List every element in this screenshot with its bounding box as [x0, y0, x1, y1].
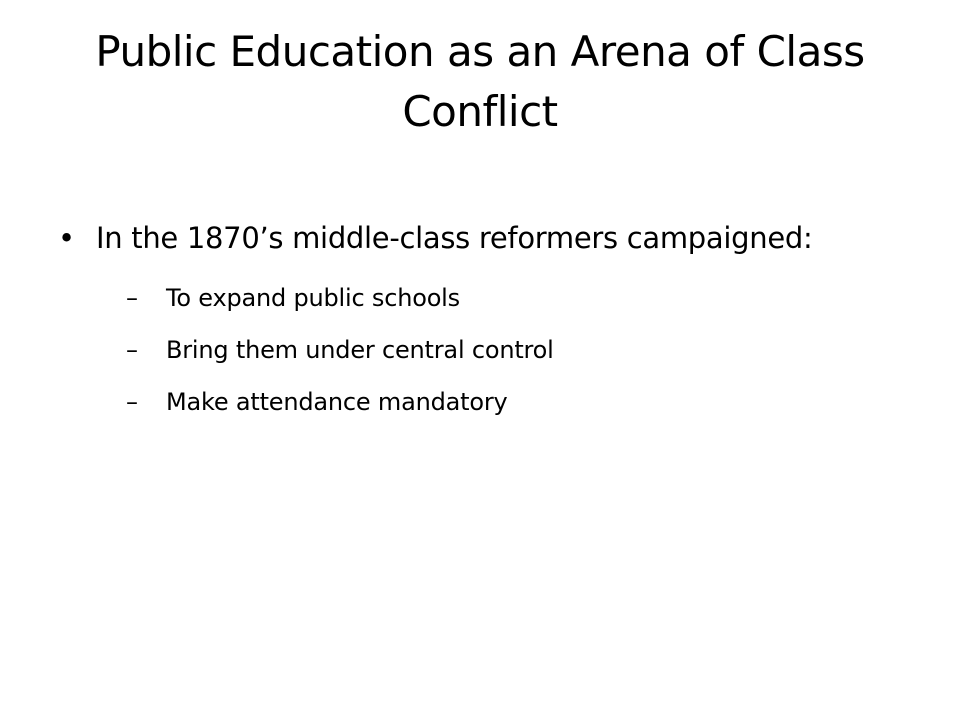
sub-bullet-list	[96, 272, 878, 428]
bullet-marker: •	[58, 221, 75, 255]
sub-bullet-item	[126, 272, 878, 324]
bullet-list	[58, 215, 878, 428]
slide-title: Public Education as an Arena of Class Conflict	[95, 27, 865, 136]
dash-marker: –	[126, 284, 138, 312]
dash-marker: –	[126, 388, 138, 416]
dash-marker: –	[126, 336, 138, 364]
sub-bullet-item	[126, 376, 878, 428]
bullet-text: In the 1870’s middle-class reformers campaigned:	[96, 221, 813, 255]
sub-bullet-text: Make attendance mandatory	[166, 388, 508, 416]
bullet-item	[58, 215, 878, 428]
sub-bullet-item	[126, 324, 878, 376]
sub-bullet-text: To expand public schools	[166, 284, 460, 312]
sub-bullet-text: Bring them under central control	[166, 336, 554, 364]
